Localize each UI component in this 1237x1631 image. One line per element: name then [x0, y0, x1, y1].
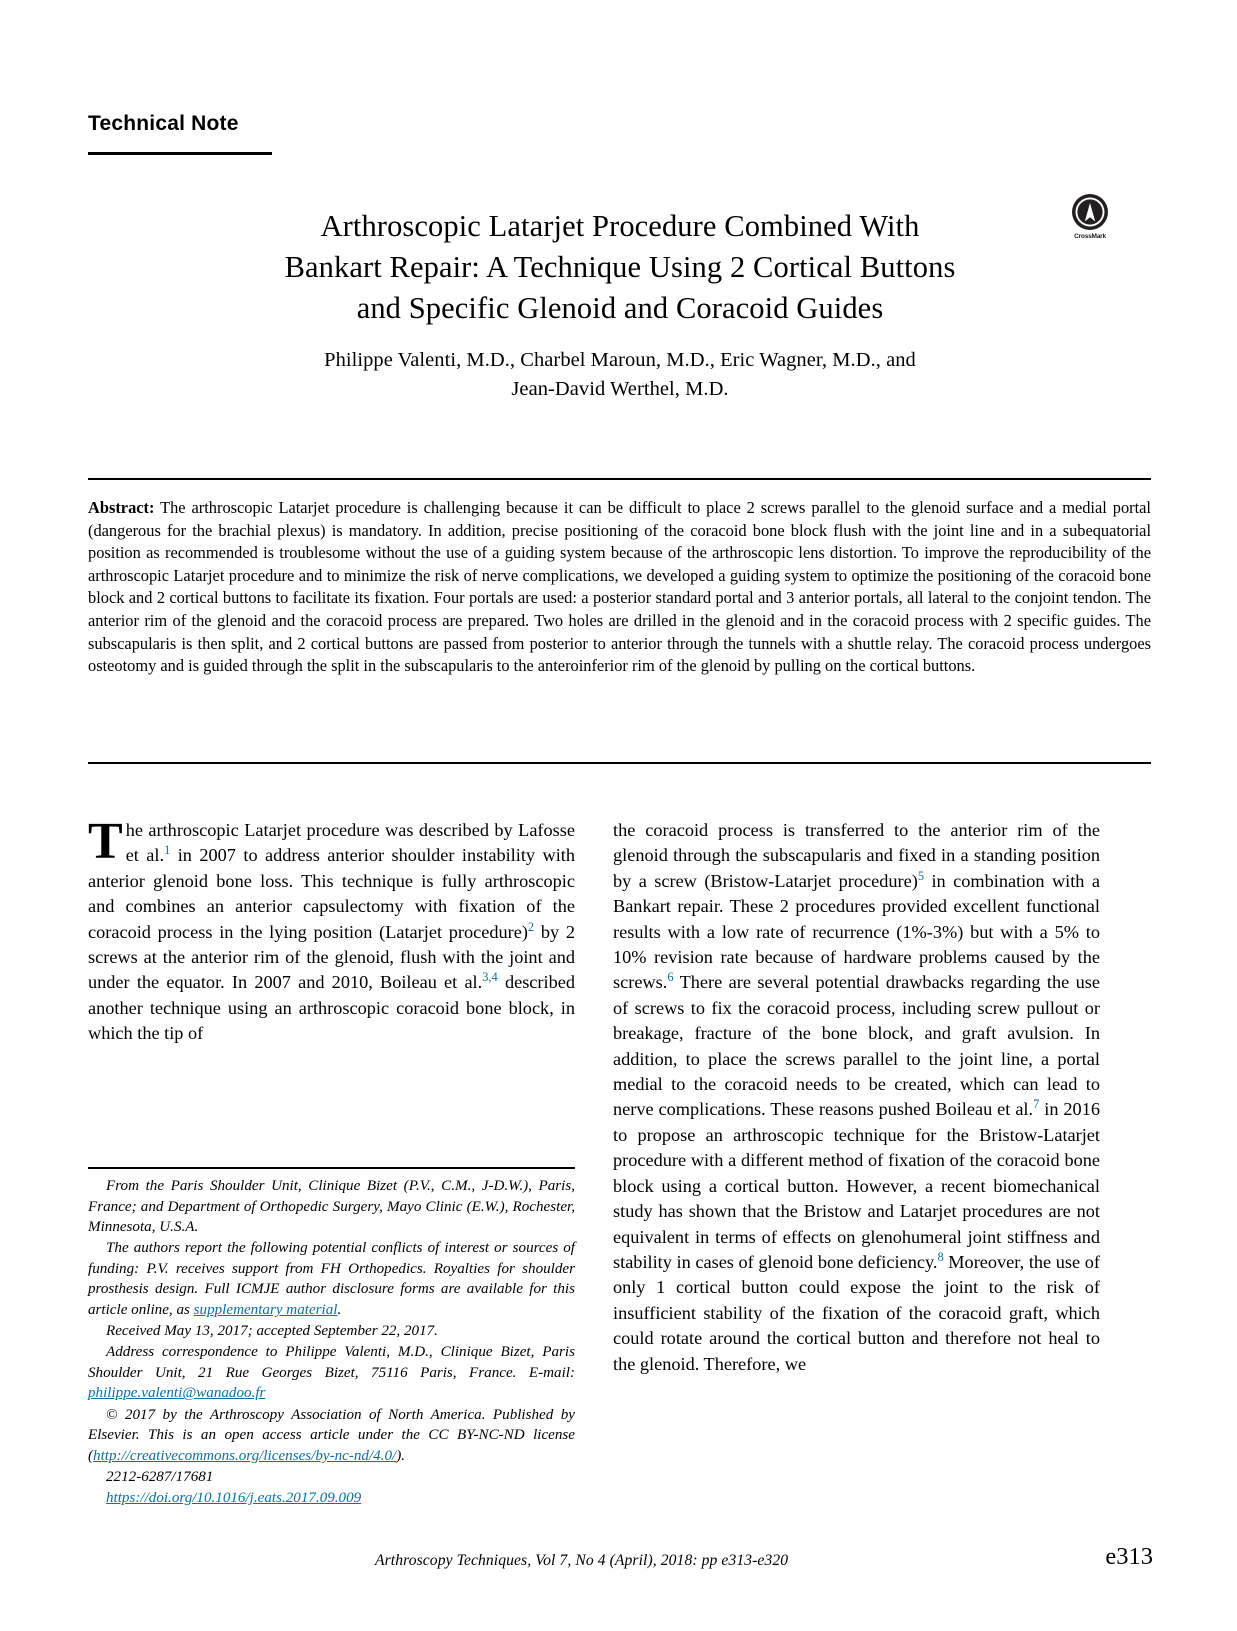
text-segment: in 2007 to address anterior shoulder instability with anterior glenoid bone loss. This technique is fully arthroscopic and combines an anterior capsulectomy with fixation of the coracoid process in the lying position (Latarjet procedure) [88, 845, 575, 942]
section-label: Technical Note [88, 112, 239, 135]
drop-cap: T [88, 813, 123, 870]
page-number: e313 [1105, 1543, 1153, 1570]
title-line-1: Arthroscopic Latarjet Procedure Combined With [320, 209, 920, 243]
abstract-label: Abstract: [88, 498, 155, 517]
conflicts-text-end: . [337, 1302, 342, 1319]
intro-paragraph-right [613, 818, 1100, 1377]
author-line-2: Jean-David Werthel, M.D. [511, 378, 729, 400]
title-line-3: and Specific Glenoid and Coracoid Guides [356, 291, 884, 325]
text-segment: he arthroscopic Latarjet procedure was described by Lafosse et al. [125, 820, 575, 866]
license-link[interactable]: http://creativecommons.org/licenses/by-nc-nd/4.0/ [93, 1447, 397, 1464]
copyright-text-end: ). [396, 1447, 406, 1464]
crossmark-label: CrossMark [1074, 233, 1106, 240]
journal-citation-footer: Arthroscopy Techniques, Vol 7, No 4 (April), 2018: pp e313-e320 [375, 1552, 789, 1569]
received-note: Received May 13, 2017; accepted September 22, 2017. [106, 1323, 438, 1340]
title-line-2: Bankart Repair: A Technique Using 2 Cortical Buttons [284, 250, 956, 284]
text-segment: There are several potential drawbacks regarding the use of screws to fix the coracoid process, including screw pullout or breakage, fracture of the bone block, and graft avulsion. In addition, to place the screws parallel to the joint line, a portal medial to the coracoid needs to be created, which can lead to nerve complications. These reasons pushed Boileau et al. [613, 972, 1100, 1120]
text-segment: in 2016 to propose an arthroscopic technique for the Bristow-Latarjet procedure with a different method of fixation of the coracoid bone block using a cortical button. However, a recent biomechanical study has shown that the Bristow and Latarjet procedures are not equivalent in terms of effects on glenohumeral joint stiffness and stability in cases of glenoid bone deficiency. [613, 1099, 1100, 1272]
abstract-top-rule [88, 478, 1151, 480]
abstract-bottom-rule [88, 762, 1151, 764]
correspondence-text: Address correspondence to Philippe Valenti, M.D., Clinique Bizet, Paris Shoulder Unit, 21 Rue Georges Bizet, 75116 Paris, France. E-mail: [88, 1344, 575, 1381]
abstract-text: The arthroscopic Latarjet procedure is challenging because it can be difficult to place 2 screws parallel to the glenoid surface and a medial portal (dangerous for the brachial plexus) is mandatory. In addition, precise positioning of the coracoid bone block flush with the joint line and in a subequatorial position as recommended is troublesome without the use of a guiding system because of the arthroscopic lens distortion. To improve the reproducibility of the arthroscopic Latarjet procedure and to minimize the risk of nerve complications, we developed a guiding system to optimize the positioning of the coracoid bone block and 2 cortical buttons to facilitate its fixation. Four portals are used: a posterior standard portal and 3 anterior portals, all lateral to the conjoint tendon. The anterior rim of the glenoid and the coracoid process are prepared. Two holes are drilled in the glenoid and in the coracoid process with 2 specific guides. The subscapularis is then split, and 2 cortical buttons are passed from posterior to anterior through the tunnels with a shuttle relay. The coracoid process undergoes osteotomy and is guided through the split in the subscapularis to the anteroinferior rim of the glenoid by pulling on the cortical buttons. [88, 498, 1151, 676]
issn-note: 2212-6287/17681 [106, 1468, 214, 1485]
citation-ref-8[interactable]: 8 [937, 1249, 944, 1264]
affiliation-note: From the Paris Shoulder Unit, Clinique Bizet (P.V., C.M., J-D.W.), Paris, France; and Department of Orthopedic Surgery, Mayo Clinic (E.W.), Rochester, Minnesota, U.S.A. [88, 1178, 575, 1236]
text-segment: by 2 screws at the anterior rim of the glenoid, flush with the joint and under the equator. In 2007 and 2010, Boileau et al. [88, 921, 575, 993]
correspondence-note [88, 1342, 575, 1404]
doi-link[interactable]: https://doi.org/10.1016/j.eats.2017.09.009 [106, 1489, 362, 1506]
copyright-note [88, 1405, 575, 1467]
citation-ref-7[interactable]: 7 [1033, 1097, 1040, 1112]
section-divider [88, 152, 272, 155]
intro-paragraph-left [88, 813, 575, 1047]
citation-ref-1[interactable]: 1 [164, 843, 171, 858]
doi-note [88, 1488, 575, 1509]
citation-ref-2[interactable]: 2 [527, 919, 535, 934]
conflicts-note [88, 1238, 575, 1320]
copyright-text: © 2017 by the Arthroscopy Association of North America. Published by Elsevier. This is an open access article under the CC BY-NC-ND license ( [88, 1406, 575, 1464]
body-column-left [88, 813, 575, 1047]
conflicts-text: The authors report the following potential conflicts of interest or sources of funding: P.V. receives support from FH Orthopedics. Royalties for shoulder prosthesis design. Full ICMJE author disclosure forms are available for this article online, as [88, 1240, 575, 1319]
text-segment: in combination with a Bankart repair. These 2 procedures provided excellent functional results with a low rate of recurrence (1%-3%) but with a 5% to 10% revision rate because of hardware problems caused by the screws. [613, 870, 1100, 993]
body-column-right [613, 818, 1100, 1377]
email-link[interactable]: philippe.valenti@wanadoo.fr [88, 1385, 266, 1402]
abstract [88, 497, 1151, 678]
page-title [160, 206, 1080, 329]
title-block [160, 206, 1080, 404]
author-line-1: Philippe Valenti, M.D., Charbel Maroun, M.D., Eric Wagner, M.D., and [324, 349, 916, 371]
footnote-divider [88, 1167, 575, 1169]
author-list [160, 346, 1080, 404]
supplementary-material-link[interactable]: supplementary material [193, 1302, 338, 1319]
citation-ref-5[interactable]: 5 [917, 868, 925, 883]
footnote-block [88, 1176, 575, 1509]
citation-ref-3-4[interactable]: 3,4 [482, 970, 498, 985]
text-segment: described another technique using an arthroscopic coracoid bone block, in which the tip of [88, 972, 575, 1044]
text-segment: Moreover, the use of only 1 cortical button could expose the joint to the risk of insufficient stability of the fixation of the coracoid graft, which could rotate around the cortical button and therefore not heal to the glenoid. Therefore, we [613, 1251, 1100, 1374]
text-segment: the coracoid process is transferred to the anterior rim of the glenoid through the subscapularis and fixed in a standing position by a screw (Bristow-Latarjet procedure) [613, 820, 1100, 891]
citation-ref-6[interactable]: 6 [667, 970, 674, 985]
